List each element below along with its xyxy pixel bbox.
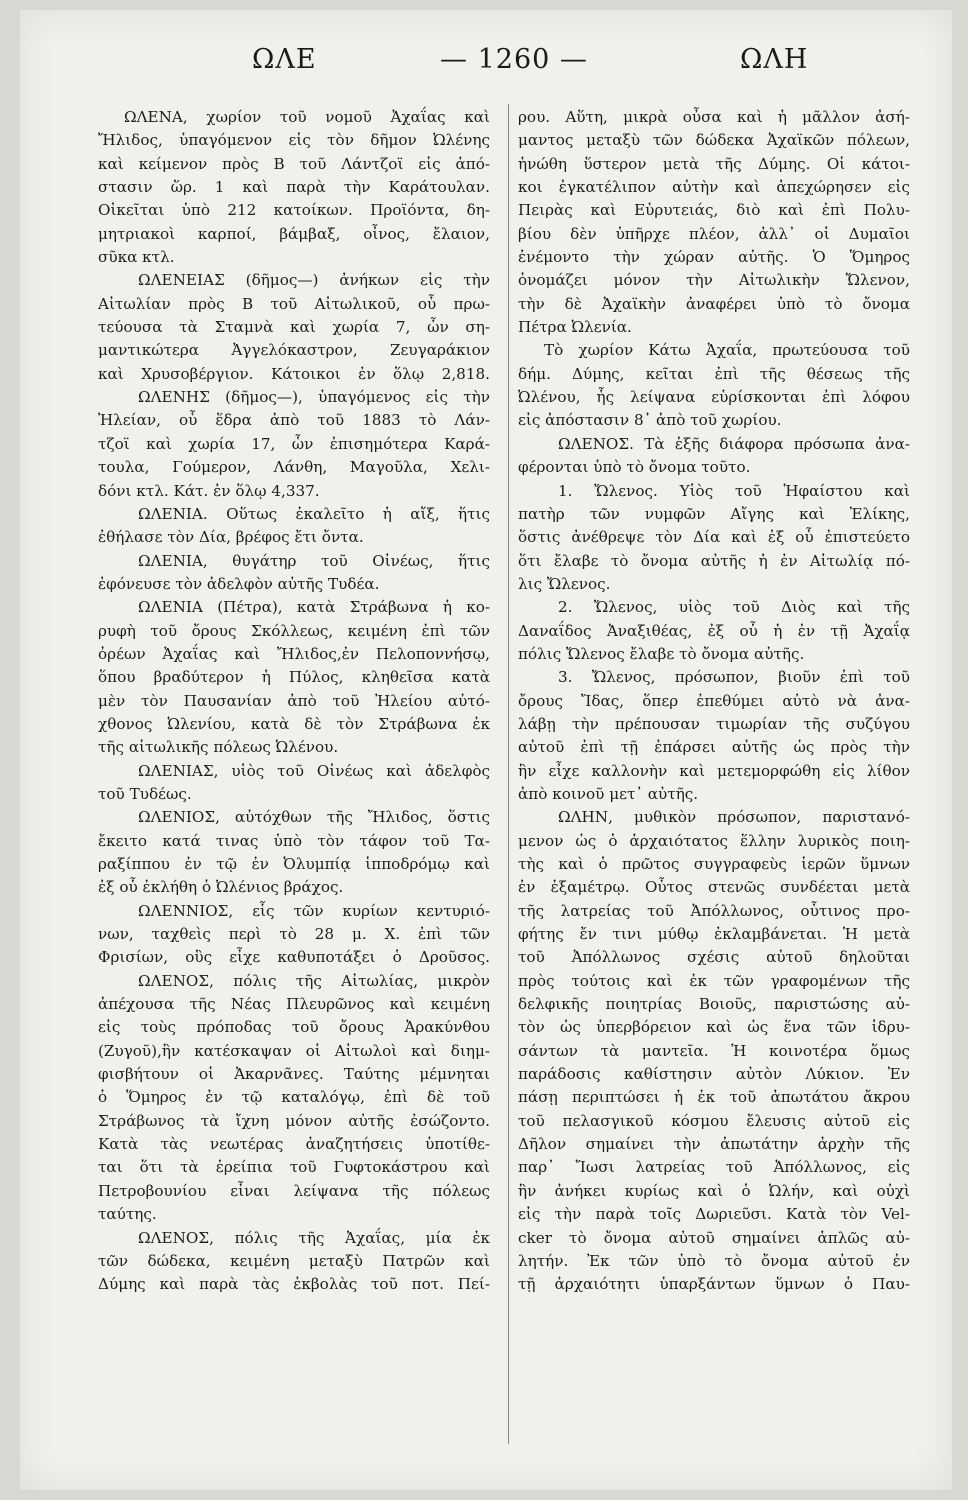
- text-line: δόνι κτλ. Κάτ. ἐν ὅλῳ 4,337.: [98, 481, 320, 500]
- text-line: ρυφὴ τοῦ ὄρους Σκόλλεως, κειμένη ἐπὶ τῶν: [98, 621, 490, 640]
- text-line: τῆς λατρείας τοῦ Ἀπόλλωνος, οὗτινος προ-: [518, 901, 910, 920]
- text-line: λάβῃ τὴν πρέπουσαν τιμωρίαν τῆς συζύγου: [518, 714, 910, 733]
- text-line: Ὠλένου, ἧς λείψανα εὑρίσκονται ἐπὶ λόφου: [518, 388, 910, 407]
- text-line: 3. Ὤλενος, πρόσωπον, βιοῦν ἐπὶ τοῦ: [558, 668, 910, 687]
- text-line: ὅστις ἀνέθρεψε τὸν Δία καὶ ἐξ οὗ ἐπιστεύετο: [518, 528, 910, 547]
- text-line: πάσῃ περιπτώσει ἡ ἐκ τοῦ ἀπωτάτου ἄκρου: [518, 1088, 910, 1107]
- left-column: [98, 106, 490, 1297]
- text-line: ΩΛΕΝΟΣ, πόλις τῆς Ἀχαΐας, μία ἐκ: [138, 1228, 490, 1247]
- text-line: παράδοσις καθίστησιν αὐτὸν Λύκιον. Ἐν: [518, 1065, 910, 1084]
- header-right-guideword: ΩΛΗ: [740, 44, 809, 75]
- text-line: ἀπὸ κοινοῦ μετ᾽ αὐτῆς.: [518, 784, 699, 803]
- text-line: μὲν τὸν Παυσανίαν ἀπὸ τοῦ Ἠλείου αὐτό-: [98, 691, 490, 710]
- text-line: ἀπέχουσα τῆς Νέας Πλευρῶνος καὶ κειμένη: [98, 995, 490, 1014]
- text-line: 1. Ὤλενος. Υἱὸς τοῦ Ἡφαίστου καὶ: [558, 481, 910, 500]
- text-line: πατὴρ τῶν νυμφῶν Αἴγης καὶ Ἑλίκης,: [518, 504, 910, 523]
- text-line: ΩΛΕΝΙΟΣ, αὐτόχθων τῆς Ἤλιδος, ὅστις: [138, 808, 490, 827]
- text-line: ἣν εἶχε καλλονὴν καὶ μετεμορφώθη εἰς λίθον: [518, 761, 910, 780]
- text-line: δελφικῆς ποιητρίας Βοιοῦς, παριστώσης αὐ-: [518, 995, 910, 1014]
- text-line: ἐφόνευσε τὸν ἀδελφὸν αὐτῆς Τυδέα.: [98, 574, 380, 593]
- text-line: βίου δὲν ὑπῆρχε πλέον, ἀλλ᾽ οἱ Δυμαῖοι: [518, 224, 910, 243]
- text-line: τὴν δὲ Ἀχαϊκὴν ἀναφέρει ὑπὸ τὸ ὄνομα: [518, 294, 910, 313]
- text-line: τοῦ Τυδέως.: [98, 784, 192, 803]
- text-line: σάντων τὰ μαντεῖα. Ἡ κοινοτέρα ὅμως: [518, 1041, 910, 1060]
- text-line: ται ὅτι τὰ ἐρείπια τοῦ Γυφτοκάστρου καὶ: [98, 1158, 490, 1177]
- text-line: μαντος μεταξὺ τῶν δώδεκα Ἀχαϊκῶν πόλεων,: [518, 131, 910, 150]
- text-line: ἐθήλασε τὸν Δία, βρέφος ἔτι ὄντα.: [98, 528, 364, 547]
- text-line: ΩΛΕΝΟΣ. Τὰ ἑξῆς διάφορα πρόσωπα ἀνα-: [558, 434, 910, 453]
- header-left-guideword: ΩΛΕ: [252, 44, 317, 75]
- text-line: ὁ Ὅμηρος ἐν τῷ καταλόγῳ, ἐπὶ δὲ τοῦ: [98, 1088, 490, 1107]
- text-line: 2. Ὤλενος, υἱὸς τοῦ Διὸς καὶ τῆς: [558, 598, 910, 617]
- text-line: Αἰτωλίαν πρὸς Β τοῦ Αἰτωλικοῦ, οὗ πρω-: [98, 294, 490, 313]
- text-line: ΩΛΕΝΙΑ, θυγάτηρ τοῦ Οἰνέως, ἥτις: [138, 551, 490, 570]
- text-line: ΩΛΕΝΙΑ. Οὕτως ἐκαλεῖτο ἡ αἴξ, ἥτις: [138, 504, 490, 523]
- text-line: ὀρέων Ἀχαΐας καὶ Ἤλιδος,ἐν Πελοποννήσῳ,: [98, 644, 490, 663]
- text-line: τὴς καὶ ὁ πρῶτος συγγραφεὺς ἱερῶν ὕμνων: [518, 855, 910, 873]
- text-line: Δύμης καὶ παρὰ τὰς ἐκβολὰς τοῦ ποτ. Πεί-: [98, 1275, 490, 1294]
- text-line: μαντικώτερα Ἀγγελόκαστρον, Ζευγαράκιον: [98, 341, 490, 360]
- text-line: τῇ ἀρχαιότητι ὑπαρξάντων ὕμνων ὁ Παυ-: [518, 1275, 910, 1294]
- text-line: καὶ Χρυσοβέργιον. Κάτοικοι ἐν ὅλῳ 2,818.: [98, 364, 490, 383]
- right-column: [518, 106, 910, 1297]
- text-line: εἰς τοὺς πρόποδας τοῦ ὄρους Ἀρακύνθου: [98, 1018, 490, 1037]
- text-line: ΩΛΗΝ, μυθικὸν πρόσωπον, παριστανό-: [558, 808, 910, 827]
- text-line: ἡνώθη ὕστερον μετὰ τῆς Δύμης. Οἱ κάτοι-: [518, 154, 910, 173]
- text-line: Πειρὰς καὶ Εὐρυτειάς, διὸ καὶ ἐπὶ Πολυ-: [518, 201, 910, 220]
- text-line: τουλα, Γούμερον, Λάνθη, Μαγοῦλα, Χελι-: [98, 458, 490, 477]
- text-line: εἰς ἀπόστασιν 8᾽ ἀπὸ τοῦ χωρίου.: [518, 411, 782, 430]
- text-line: ραξίππου ἐν τῷ ἐν Ὀλυμπίᾳ ἱπποδρόμῳ καὶ: [98, 855, 490, 873]
- text-line: ΩΛΕΝΝΙΟΣ, εἷς τῶν κυρίων κεντυριό-: [138, 901, 490, 920]
- text-line: ΩΛΕΝΟΣ, πόλις τῆς Αἰτωλίας, μικρὸν: [138, 971, 490, 990]
- text-line: εἰς τὴν παρὰ τοῖς Δωριεῦσι. Κατὰ τὸν Vel-: [518, 1205, 910, 1224]
- text-line: ὅτι ἔλαβε τὸ ὄνομα αὐτῆς ἡ ἐν Αἰτωλίᾳ πό-: [518, 551, 910, 570]
- text-line: παρ᾽ Ἴωσι λατρείας τοῦ Ἀπόλλωνος, εἰς: [518, 1158, 910, 1177]
- text-line: ΩΛΕΝΙΑ (Πέτρα), κατὰ Στράβωνα ἡ κο-: [138, 598, 490, 617]
- text-line: τοῦ Ἀπόλλωνος σχέσις αὐτοῦ δηλοῦται: [518, 948, 910, 967]
- text-line: ταύτης.: [98, 1205, 157, 1224]
- text-line: λις Ὤλενος.: [518, 574, 611, 593]
- text-line: ἔκειτο κατά τινας ὑπὸ τὸν τάφον τοῦ Τα-: [98, 831, 490, 850]
- text-line: ἐξ οὗ ἐκλήθη ὁ Ὠλένιος βράχος.: [98, 878, 344, 897]
- text-line: τῶν δώδεκα, κειμένη μεταξὺ Πατρῶν καὶ: [98, 1251, 490, 1270]
- text-line: ὄρους Ἴδας, ὅπερ ἐπεθύμει αὐτὸ νὰ ἀνα-: [518, 691, 910, 710]
- text-line: Ἠλείαν, οὗ ἕδρα ἀπὸ τοῦ 1883 τὸ Λάν-: [98, 411, 490, 430]
- text-line: φήτης ἔν τινι μύθῳ ἐκλαμβάνεται. Ἡ μετὰ: [518, 925, 910, 944]
- text-line: νων, ταχθεὶς περὶ τὸ 28 μ. Χ. ἐπὶ τῶν: [98, 925, 490, 944]
- text-line: πόλις Ὤλενος ἔλαβε τὸ ὄνομα αὐτῆς.: [518, 644, 805, 663]
- text-line: Δῆλον σημαίνει τὴν ἀπωτάτην ἀρχὴν τῆς: [518, 1135, 910, 1154]
- text-line: τζοϊ καὶ χωρία 17, ὧν ἐπισημότερα Καρά-: [98, 434, 490, 453]
- text-line: κοι ἐγκατέλιπον αὐτὴν καὶ ἀπεχώρησεν εἰς: [518, 178, 910, 197]
- text-line: πρὸς τούτοις καὶ ἐκ τῶν γραφομένων τῆς: [518, 971, 910, 990]
- text-line: ἣν ἀνήκει κυρίως καὶ ὁ Ὠλήν, καὶ οὐχὶ: [518, 1181, 910, 1200]
- text-line: ΩΛΕΝΙΑΣ, υἱὸς τοῦ Οἰνέως καὶ ἀδελφὸς: [138, 761, 490, 780]
- text-line: τεύουσα τὰ Σταμνὰ καὶ χωρία 7, ὧν ση-: [98, 318, 490, 337]
- text-line: λητήν. Ἐκ τῶν ὑπὸ τὸ ὄνομα αὐτοῦ ἐν: [518, 1251, 910, 1270]
- text-line: Πετροβουνίου εἶναι λείψανα τῆς πόλεως: [98, 1181, 490, 1200]
- text-line: Στράβωνος τὰ ἴχνη μόνον αὐτῆς ἐσώζοντο.: [98, 1111, 490, 1130]
- text-line: ΩΛΕΝΗΣ (δῆμος—), ὑπαγόμενος εἰς τὴν: [138, 388, 490, 407]
- text-line: Φρισίων, οὓς εἶχε καθυποτάξει ὁ Δροῦσος.: [98, 948, 490, 967]
- text-line: αὐτοῦ ἐπὶ τῇ ἐπάρσει αὐτῆς ὡς πρὸς τὴν: [518, 738, 910, 757]
- page-number: — 1260 —: [440, 44, 588, 75]
- text-line: ὀνομάζει μόνον τὴν Αἰτωλικὴν Ὤλενον,: [518, 271, 910, 290]
- text-line: Ἤλιδος, ὑπαγόμενον εἰς τὸν δῆμον Ὠλένης: [98, 131, 490, 150]
- text-line: καὶ κείμενον πρὸς Β τοῦ Λάντζοϊ εἰς ἀπό-: [98, 154, 490, 173]
- text-line: ἐνέμοντο τὴν χώραν αὐτῆς. Ὁ Ὅμηρος: [518, 248, 910, 267]
- text-line: στασιν ὥρ. 1 καὶ παρὰ τὴν Καράτουλαν.: [98, 178, 490, 197]
- text-line: τοῦ πελασγικοῦ κόσμου ἔλευσις αὐτοῦ εἰς: [518, 1111, 910, 1130]
- text-line: ἐν ἑξαμέτρῳ. Οὗτος στενῶς συνδέεται μετὰ: [518, 878, 910, 897]
- text-line: χθονος Ὠλενίου, κατὰ δὲ τὸν Στράβωνα ἐκ: [98, 714, 490, 733]
- text-line: τῆς αἰτωλικῆς πόλεως Ὠλένου.: [98, 738, 339, 757]
- text-line: cker τὸ ὄνομα αὐτοῦ σημαίνει ἁπλῶς αὐ-: [518, 1228, 910, 1247]
- text-line: Κατὰ τὰς νεωτέρας ἀναζητήσεις ὑποτίθε-: [98, 1135, 490, 1154]
- scanned-page: [20, 10, 952, 1490]
- text-line: δήμ. Δύμης, κεῖται ἐπὶ τῆς θέσεως τῆς: [518, 364, 910, 383]
- text-line: ὅπου βραδύτερον ἡ Πύλος, κληθεῖσα κατὰ: [98, 668, 490, 687]
- text-line: ΩΛΕΝΑ, χωρίον τοῦ νομοῦ Ἀχαΐας καὶ: [124, 108, 490, 126]
- text-line: φισβήτουν οἱ Ἀκαρνᾶνες. Ταύτης μέμνηται: [98, 1065, 490, 1084]
- text-line: Τὸ χωρίον Κάτω Ἀχαΐα, πρωτεύουσα τοῦ: [544, 341, 910, 360]
- page-header: [20, 44, 952, 84]
- text-line: ΩΛΕΝΕΙΑΣ (δῆμος—) ἀνήκων εἰς τὴν: [138, 271, 490, 290]
- text-line: μητριακοὶ καρποί, βάμβαξ, οἶνος, ἔλαιον,: [98, 224, 490, 243]
- text-line: τὸν ὡς ὑπερβόρειον καὶ ὡς ἕνα τῶν ἱδρυ-: [518, 1018, 910, 1037]
- text-line: Πέτρα Ὠλενία.: [518, 318, 632, 337]
- text-line: φέρονται ὑπὸ τὸ ὄνομα τοῦτο.: [518, 458, 751, 477]
- text-line: Οἰκεῖται ὑπὸ 212 κατοίκων. Προϊόντα, δη-: [98, 201, 490, 220]
- column-divider: [508, 104, 509, 1444]
- text-line: σῦκα κτλ.: [98, 248, 175, 267]
- text-line: (Ζυγοῦ),ἣν κατέσκαψαν οἱ Αἰτωλοὶ καὶ διημ-: [98, 1041, 490, 1060]
- text-line: μενον ὡς ὁ ἀρχαιότατος ἕλλην λυρικὸς ποιη-: [518, 831, 910, 850]
- text-line: ρου. Αὕτη, μικρὰ οὖσα καὶ ἡ μᾶλλον ἀσή-: [518, 108, 910, 126]
- text-line: Δαναΐδος Ἀναξιθέας, ἐξ οὗ ἡ ἐν τῇ Ἀχαΐᾳ: [518, 621, 910, 640]
